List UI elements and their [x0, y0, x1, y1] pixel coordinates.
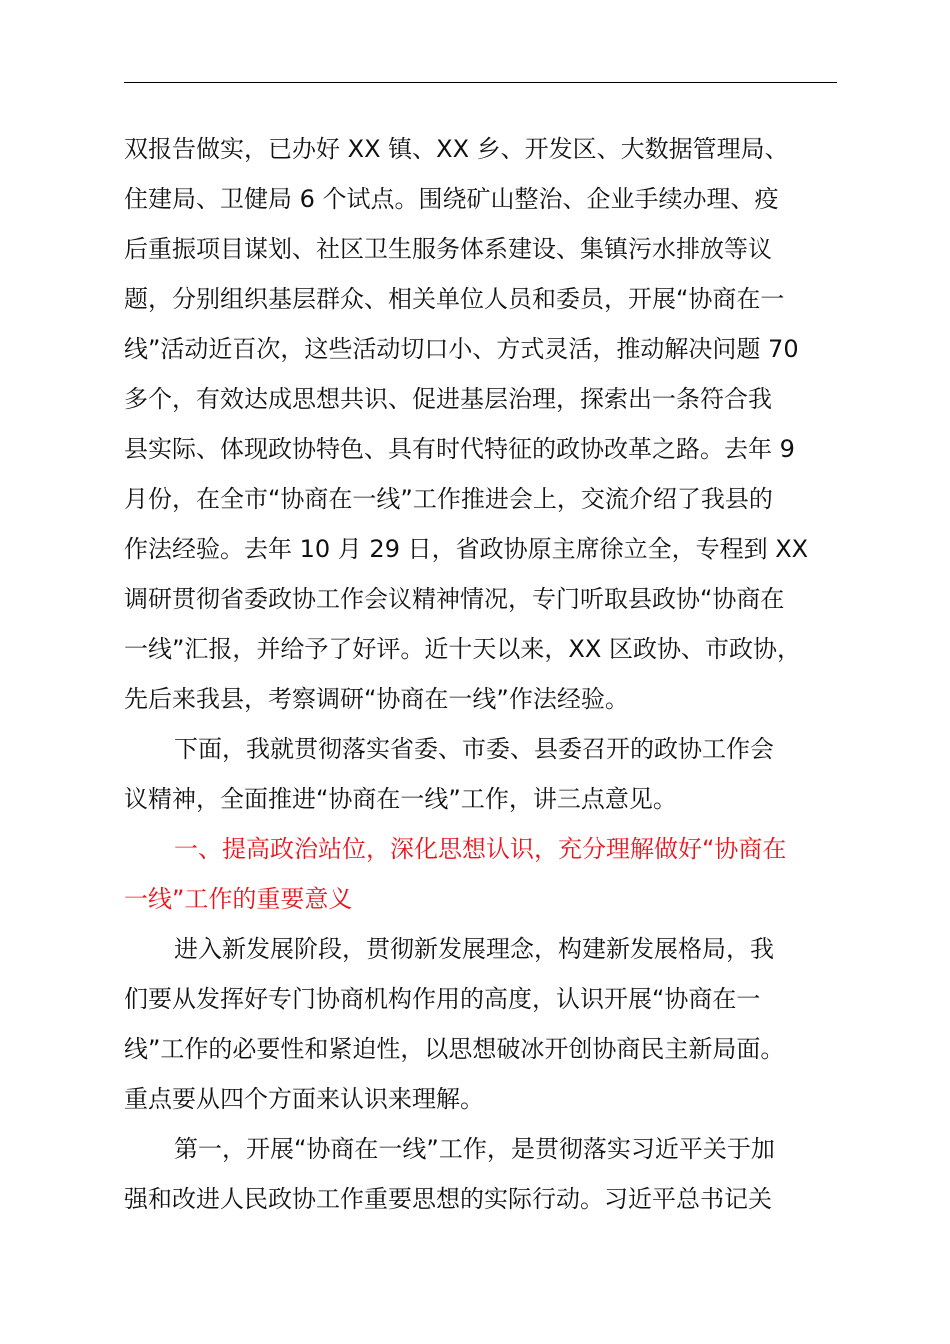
paragraph-line: 一线”汇报，并给予了好评。近十天以来，XX 区政协、市政协， [124, 635, 801, 663]
paragraph-line: 多个，有效达成思想共识、促进基层治理，探索出一条符合我 [124, 385, 772, 413]
paragraph-line: 作法经验。去年 10 月 29 日，省政协原主席徐立全，专程到 XX [124, 535, 809, 563]
paragraph-line: 双报告做实，已办好 XX 镇、XX 乡、开发区、大数据管理局、 [124, 135, 789, 163]
paragraph-line: 调研贯彻省委政协工作会议精神情况，专门听取县政协“协商在 [124, 585, 785, 613]
paragraph-line: 先后来我县，考察调研“协商在一线”作法经验。 [124, 685, 629, 713]
paragraph-line: 县实际、体现政协特色、具有时代特征的政协改革之路。去年 9 [124, 435, 795, 463]
paragraph-line: 重点要从四个方面来认识来理解。 [124, 1085, 484, 1113]
paragraph-line: 强和改进人民政协工作重要思想的实际行动。习近平总书记关 [124, 1185, 772, 1213]
paragraph-line: 后重振项目谋划、社区卫生服务体系建设、集镇污水排放等议 [124, 235, 772, 263]
paragraph-line: 议精神，全面推进“协商在一线”工作，讲三点意见。 [124, 785, 677, 813]
section-heading-line: 一线”工作的重要意义 [124, 885, 353, 913]
section-heading-line: 一、提高政治站位，深化思想认识，充分理解做好“协商在 [174, 835, 787, 863]
paragraph-line: 线”工作的必要性和紧迫性，以思想破冰开创协商民主新局面。 [124, 1035, 785, 1063]
header-rule [124, 82, 837, 83]
paragraph-line: 下面，我就贯彻落实省委、市委、县委召开的政协工作会 [174, 735, 774, 763]
paragraph-line: 们要从发挥好专门协商机构作用的高度，认识开展“协商在一 [124, 985, 761, 1013]
paragraph-line: 进入新发展阶段，贯彻新发展理念，构建新发展格局，我 [174, 935, 774, 963]
paragraph-line: 住建局、卫健局 6 个试点。围绕矿山整治、企业手续办理、疫 [124, 185, 779, 213]
paragraph-line: 线”活动近百次，这些活动切口小、方式灵活，推动解决问题 70 [124, 335, 799, 363]
paragraph-line: 月份，在全市“协商在一线”工作推进会上，交流介绍了我县的 [124, 485, 773, 513]
paragraph-line: 第一，开展“协商在一线”工作，是贯彻落实习近平关于加 [174, 1135, 775, 1163]
paragraph-line: 题，分别组织基层群众、相关单位人员和委员，开展“协商在一 [124, 285, 785, 313]
